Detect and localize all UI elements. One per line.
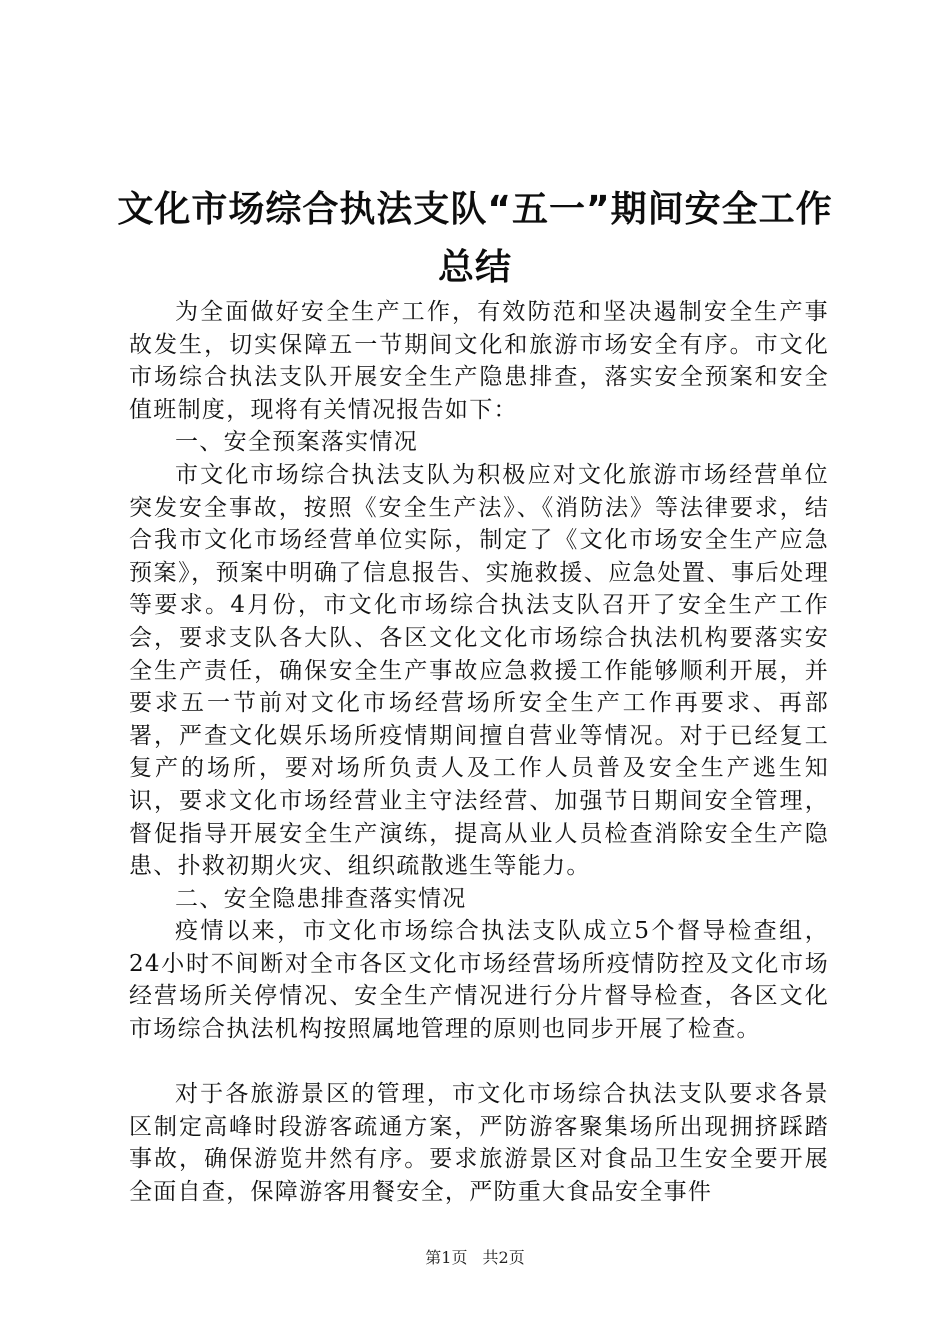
document-title-line1: 文化市场综合执法支队“五一”期间安全工作	[117, 189, 833, 230]
section2-heading: 二、安全隐患排查落实情况	[175, 885, 467, 912]
document-title-line2: 总结	[437, 247, 512, 288]
section1-heading: 一、安全预案落实情况	[175, 429, 418, 456]
page-number-total: 共2页	[482, 1248, 525, 1267]
paragraph-spacer	[129, 1046, 829, 1079]
intro-paragraph: 为全面做好安全生产工作，有效防范和坚决遏制安全生产事故发生，切实保障五一节期间文化和旅游市场安全有序。市文化市场综合执法支队开展安全生产隐患排查，落实安全预案和安全值班制度，现将有关情况报告如下：	[129, 299, 829, 423]
section1-paragraph: 市文化市场综合执法支队为积极应对文化旅游市场经营单位突发安全事故，按照《安全生产法》、《消防法》等法律要求，结合我市文化市场经营单位实际，制定了《文化市场安全生产应急预案》，预案中明确了信息报告、实施救援、应急处置、事后处理等要求。4月份，市文化市场综合执法支队召开了安全生产工作会，要求支队各大队、各区文化文化市场综合执法机构要落实安全生产责任，确保安全生产事故应急救援工作能够顺利开展，并要求五一节前对文化市场经营场所安全生产工作再要求、再部署，严查文化娱乐场所疫情期间擅自营业等情况。对于已经复工复产的场所，要对场所负责人及工作人员普及安全生产逃生知识，要求文化市场经营业主守法经营、加强节日期间安全管理，督促指导开展安全生产演练，提高从业人员检查消除安全生产隐患、扑救初期火灾、组织疏散逃生等能力。	[129, 461, 829, 880]
section2-paragraph: 疫情以来，市文化市场综合执法支队成立5个督导检查组，24小时不间断对全市各区文化市场经营场所疫情防控及文化市场经营场所关停情况、安全生产情况进行分片督导检查，各区文化市场综合执法机构按照属地管理的原则也同步开展了检查。	[129, 918, 829, 1043]
document-body	[129, 296, 829, 1209]
section2-paragraph-2: 对于各旅游景区的管理，市文化市场综合执法支队要求各景区制定高峰时段游客疏通方案，严防游客聚集场所出现拥挤踩踏事故，确保游览井然有序。要求旅游景区对食品卫生安全要开展全面自查，保障游客用餐安全，严防重大食品安全事件	[129, 1081, 829, 1206]
page-number-current: 第1页	[425, 1248, 468, 1267]
page-footer	[0, 1245, 950, 1268]
